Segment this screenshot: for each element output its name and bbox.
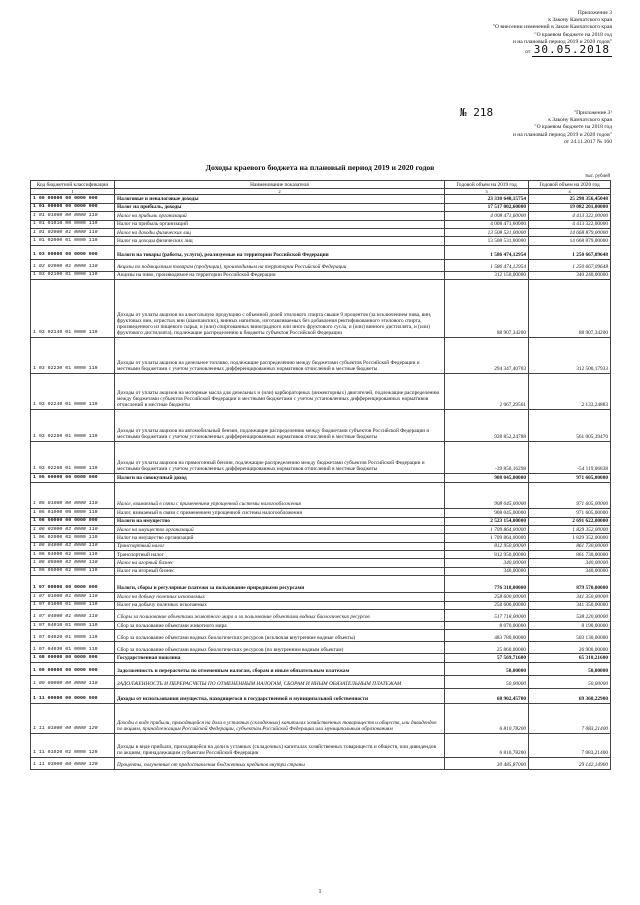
row-code: 1 07 00000 00 0000 000 — [31, 576, 115, 593]
row-code: 1 07 04020 01 0000 110 — [31, 630, 115, 642]
table-row — [31, 517, 611, 525]
table-header-row — [31, 181, 611, 189]
row-value-2020: 26 900,00000 — [529, 642, 611, 654]
row-name: Налог на добычу полезных ископаемых — [115, 593, 445, 601]
table-row — [31, 212, 611, 220]
row-value-2019: 2 067,29561 — [445, 374, 529, 410]
row-name: Сбор за пользование объектами водных биологических ресурсов (по внутренним водным объектам) — [115, 642, 445, 654]
table-row — [31, 474, 611, 482]
row-value-2020: 971 605,00000 — [529, 482, 611, 508]
row-value-2020: 14 668 879,00000 — [529, 237, 611, 245]
table-row — [31, 576, 611, 593]
row-value-2020: 14 668 879,00000 — [529, 228, 611, 236]
row-value-2019: 258 600,00000 — [445, 593, 529, 601]
row-value-2019: 8 070,00000 — [445, 622, 529, 630]
row-value-2020: 879 570,00000 — [529, 576, 611, 593]
row-value-2020: 50,00000 — [529, 662, 611, 675]
revenue-table — [30, 180, 611, 770]
row-value-2019: 88 907,34200 — [445, 280, 529, 338]
row-value-2019: 340,00000 — [445, 559, 529, 567]
table-row — [31, 688, 611, 703]
row-name: Налог на игорный бизнес — [115, 559, 445, 567]
row-value-2020: 340 240,00000 — [529, 271, 611, 279]
row-name: Задолженность и перерасчеты по отмененным налогам, сборам и иным обязательным платежам — [115, 662, 445, 675]
table-row — [31, 601, 611, 609]
row-code: 1 01 01010 00 0000 110 — [31, 220, 115, 228]
appendix-3-header — [312, 10, 612, 56]
row-value-2019: 1 709 864,00000 — [445, 534, 529, 542]
row-value-2020: 341 350,00000 — [529, 601, 611, 609]
row-code: 1 11 01000 00 0000 120 — [31, 703, 115, 733]
row-name: Налоги, сборы и регулярные платежи за пользование природными ресурсами — [115, 576, 445, 593]
row-code: 1 03 02000 01 0000 110 — [31, 259, 115, 271]
table-row — [31, 228, 611, 236]
table-row — [31, 622, 611, 630]
table-row — [31, 508, 611, 517]
row-value-2020: 341 350,00000 — [529, 593, 611, 601]
header-2019: Годовой объем на 2019 год — [445, 181, 529, 189]
appendix-line: к Закону Камчатского края — [548, 17, 612, 24]
row-code: 1 05 01000 00 0000 110 — [31, 482, 115, 508]
row-value-2020: -54 119,06838 — [529, 442, 611, 474]
row-code: 1 03 02100 01 0000 110 — [31, 271, 115, 279]
row-value-2019: 68 902,45700 — [445, 688, 529, 703]
table-row — [31, 374, 611, 410]
row-value-2020: 69 360,22900 — [529, 688, 611, 703]
row-name: Налог, взимаемый в связи с применением упрощенной системы налогообложения — [115, 508, 445, 517]
row-value-2019: 340,00000 — [445, 567, 529, 575]
table-row — [31, 245, 611, 259]
row-code: 1 11 03000 00 0000 120 — [31, 757, 115, 769]
row-code: 1 01 00000 00 0000 000 — [31, 203, 115, 211]
row-value-2019: 13 508 531,00000 — [445, 228, 529, 236]
row-value-2019: 17 517 002,60000 — [445, 203, 529, 211]
row-name: Государственная пошлина — [115, 654, 445, 662]
row-code: 1 05 00000 00 0000 000 — [31, 474, 115, 482]
row-code: 1 03 00000 00 0000 000 — [31, 245, 115, 259]
row-name: Налог на добычу полезных ископаемых — [115, 601, 445, 609]
row-name: Налог на прибыль организаций — [115, 220, 445, 228]
table-row — [31, 338, 611, 374]
row-value-2020: 340,00000 — [529, 559, 611, 567]
handwritten-date: 30.05.2018 — [533, 43, 610, 57]
appendix-line: "О краевом бюджете на 2018 год — [534, 124, 612, 131]
table-row — [31, 593, 611, 601]
row-value-2019: 258 600,00000 — [445, 601, 529, 609]
table-row — [31, 534, 611, 542]
table-row — [31, 237, 611, 245]
table-row — [31, 280, 611, 338]
row-name: Налоги на имущество — [115, 517, 445, 525]
row-code: 1 11 00000 00 0000 000 — [31, 688, 115, 703]
row-value-2020: 1 829 352,00000 — [529, 525, 611, 533]
row-name: Доходы от использования имущества, находящегося в государственной и муниципальной собственности — [115, 688, 445, 703]
appendix-3-1-header — [352, 110, 612, 146]
row-name: Проценты, полученные от предоставления бюджетных кредитов внутри страны — [115, 757, 445, 769]
table-row — [31, 559, 611, 567]
row-value-2020: 561 005,39470 — [529, 410, 611, 442]
row-value-2019: 2 523 154,00000 — [445, 517, 529, 525]
table-row — [31, 259, 611, 271]
row-value-2019: 812 950,00000 — [445, 542, 529, 550]
row-name: Налог на имущество организаций — [115, 525, 445, 533]
row-value-2019: 6 810,78200 — [445, 733, 529, 757]
row-code: 1 00 00000 00 0000 000 — [31, 195, 115, 203]
row-value-2020: 861 730,00000 — [529, 551, 611, 559]
table-row — [31, 482, 611, 508]
page-number: 1 — [318, 889, 322, 895]
table-row — [31, 567, 611, 575]
row-code: 1 01 02000 01 0000 110 — [31, 237, 115, 245]
appendix-line: и на плановый период 2019 и 2020 годов" — [512, 38, 612, 45]
row-name: Налоговые и неналоговые доходы — [115, 195, 445, 203]
row-value-2020: 88 907,34200 — [529, 280, 611, 338]
row-code: 1 07 04010 01 0000 110 — [31, 622, 115, 630]
row-value-2020: 4 413 322,00000 — [529, 220, 611, 228]
row-name: Налоги на совокупный доход — [115, 474, 445, 482]
appendix-line: "О внесении изменений в Закон Камчатского края — [492, 24, 612, 31]
row-name: Налоги на товары (работы, услуги), реализуемые на территории Российской Федерации — [115, 245, 445, 259]
row-code: 1 01 01000 00 0000 110 — [31, 212, 115, 220]
row-code: 1 09 00000 00 0000 110 — [31, 675, 115, 688]
table-row — [31, 703, 611, 733]
index-cell: 3 — [445, 189, 529, 195]
row-value-2019: 294 347,40703 — [445, 338, 529, 374]
row-code: 1 06 05000 02 0000 110 — [31, 559, 115, 567]
row-code: 1 07 01000 01 0000 110 — [31, 593, 115, 601]
table-row — [31, 271, 611, 279]
row-value-2020: 7 083,21400 — [529, 703, 611, 733]
row-name: Акцизы по подакцизным товарам (продукции), производимым на территории Российской Федерации — [115, 259, 445, 271]
table-row — [31, 757, 611, 769]
row-name: Налог на доходы физических лиц — [115, 237, 445, 245]
row-value-2019: 4 008 471,60000 — [445, 220, 529, 228]
table-row — [31, 675, 611, 688]
row-code: 1 03 02230 01 0000 110 — [31, 338, 115, 374]
row-value-2019: 1 586 474,12954 — [445, 259, 529, 271]
row-name: Налог на прибыль, доходы — [115, 203, 445, 211]
table-row — [31, 410, 611, 442]
row-name: Налог на прибыль организаций — [115, 212, 445, 220]
row-value-2019: 908 045,00000 — [445, 474, 529, 482]
index-cell: 4 — [529, 189, 611, 195]
row-code: 1 03 02240 01 0000 110 — [31, 374, 115, 410]
date-prefix: от — [525, 49, 531, 56]
row-value-2020: 4 413 322,00000 — [529, 212, 611, 220]
row-value-2020: 538 220,00000 — [529, 610, 611, 622]
row-name: Транспортный налог — [115, 551, 445, 559]
row-name: Доходы от уплаты акцизов на моторные масла для дизельных и (или) карбюраторных (инжекторных) двигателей, подлежащие распределению между бюджетами субъектов Российской Федерации и местными бюджетами с учетом установленных дифференцированных нормативов отчислений в местные бюджеты — [115, 374, 445, 410]
table-row — [31, 203, 611, 211]
row-value-2020: 971 605,00000 — [529, 474, 611, 482]
row-value-2019: 13 508 531,00000 — [445, 237, 529, 245]
row-code: 1 06 02000 02 0000 110 — [31, 534, 115, 542]
row-value-2019: 30 485,87000 — [445, 757, 529, 769]
row-value-2019: 483 780,00000 — [445, 630, 529, 642]
index-cell: 2 — [115, 189, 445, 195]
row-value-2019: 1 586 474,12954 — [445, 245, 529, 259]
row-code: 1 11 01020 02 0000 120 — [31, 733, 115, 757]
document-title: Доходы краевого бюджета на плановый период 2019 и 2020 годов — [205, 163, 435, 172]
appendix-date-line — [312, 43, 612, 57]
row-code: 1 03 02250 01 0000 110 — [31, 410, 115, 442]
table-row — [31, 525, 611, 533]
row-value-2019: 50,00000 — [445, 675, 529, 688]
row-value-2020: 503 130,00000 — [529, 630, 611, 642]
appendix-line: к Закону Камчатского края — [548, 117, 612, 124]
row-value-2019: 908 045,00000 — [445, 508, 529, 517]
row-value-2020: 2 691 622,00000 — [529, 517, 611, 525]
index-cell: 1 — [31, 189, 115, 195]
row-value-2019: 908 045,00000 — [445, 482, 529, 508]
row-name: Налог на игорный бизнес — [115, 567, 445, 575]
row-name: ЗАДОЛЖЕННОСТЬ И ПЕРЕРАСЧЕТЫ ПО ОТМЕНЕННЫМ НАЛОГАМ, СБОРАМ И ИНЫМ ОБЯЗАТЕЛЬНЫМ ПЛАТЕЖАМ — [115, 675, 445, 688]
row-code: 1 08 00000 00 0000 000 — [31, 654, 115, 662]
row-code: 1 06 02000 02 0000 110 — [31, 525, 115, 533]
row-code: 1 07 04030 01 0000 110 — [31, 642, 115, 654]
row-value-2019: -39 850,16298 — [445, 442, 529, 474]
table-row — [31, 220, 611, 228]
row-code: 1 06 04000 02 0000 110 — [31, 542, 115, 550]
row-name: Доходы в виде прибыли, приходящейся на доли в уставных (складочных) капиталах хозяйственных товариществ и обществ, или дивидендов по акциям, принадлежащим Российской Федерации, субъектам Российской Федерации или муниципальным образованиям — [115, 703, 445, 733]
table-row — [31, 654, 611, 662]
row-value-2019: 25 860,00000 — [445, 642, 529, 654]
row-name: Транспортный налог — [115, 542, 445, 550]
row-value-2019: 312 150,00000 — [445, 271, 529, 279]
handwritten-number: 218 — [473, 106, 494, 119]
row-value-2020: 1 250 667,09648 — [529, 245, 611, 259]
row-code: 1 07 01000 01 0000 110 — [31, 601, 115, 609]
row-value-2019: 4 008 471,60000 — [445, 212, 529, 220]
row-code: 1 03 02260 01 0000 110 — [31, 442, 115, 474]
row-value-2020: 29 142,14900 — [529, 757, 611, 769]
row-name: Доходы от уплаты акцизов на прямогонный бензин, подлежащие распределению между бюджетами субъектов Российской Федерации и местными бюджетами с учетом установленных дифференцированных нормативов отчислений в местные бюджеты — [115, 442, 445, 474]
header-code: Код бюджетной классификации — [31, 181, 115, 189]
header-2020: Годовой объем на 2020 год — [529, 181, 611, 189]
row-code: 1 05 01000 00 0000 110 — [31, 508, 115, 517]
row-name: Акцизы на пиво, производимое на территории Российской Федерации — [115, 271, 445, 279]
row-code: 1 01 02000 01 0000 110 — [31, 228, 115, 236]
unit-label: тыс. рублей — [585, 174, 610, 179]
row-code: 1 06 00000 00 0000 000 — [31, 517, 115, 525]
row-name: Налог на имущество организаций — [115, 534, 445, 542]
row-value-2020: 2 133,24883 — [529, 374, 611, 410]
row-value-2019: 50,00000 — [445, 662, 529, 675]
row-value-2019: 517 718,00000 — [445, 610, 529, 622]
row-name: Сбор за пользование объектами водных биологических ресурсов (исключая внутренние водные объекты) — [115, 630, 445, 642]
appendix-line: от 24.11.2017 № 160 — [563, 138, 612, 145]
row-name: Доходы от уплаты акцизов на автомобильный бензин, подлежащие распределению между бюджетами субъектов Российской Федерации и местными бюджетами с учетом установленных дифференцированных нормативов отчислений в местные бюджеты — [115, 410, 445, 442]
row-value-2020: 1 829 352,00000 — [529, 534, 611, 542]
row-value-2020: 1 250 667,09648 — [529, 259, 611, 271]
table-row — [31, 642, 611, 654]
table-row — [31, 442, 611, 474]
row-code: 1 07 04000 01 0000 110 — [31, 610, 115, 622]
appendix-line: "О краевом бюджете на 2018 год — [534, 31, 612, 38]
row-code: 1 06 05000 02 0000 110 — [31, 567, 115, 575]
row-code: 1 06 04000 02 0000 110 — [31, 551, 115, 559]
row-value-2019: 776 318,00000 — [445, 576, 529, 593]
row-name: Доходы от уплаты акцизов на алкогольную продукцию с объемной долей этилового спирта свыше 9 процентов (за исключением пива, вин, фруктовых вин, игристых вин (шампанских), винных напитков, изготавливаемых без добавления ректификованного этилового спирта, произведенного из пищевого сырья, и (или) спиртованных виноградного или иного фруктового сусла, и (или) винного дистиллята, и (или) фруктового дистиллята), подлежащие распределению в бюджеты субъектов Российской Федерации — [115, 280, 445, 338]
row-value-2019: 6 810,78200 — [445, 703, 529, 733]
row-value-2020: 971 605,00000 — [529, 508, 611, 517]
row-name: Доходы от уплаты акцизов на дизельное топливо, подлежащие распределению между бюджетами субъектов Российской Федерации и местными бюджетами с учетом установленных дифференцированных нормативов отчислений в местные бюджеты — [115, 338, 445, 374]
row-name: Налог, взимаемый в связи с применением упрощенной системы налогообложения — [115, 482, 445, 508]
table-row — [31, 662, 611, 675]
table-row — [31, 733, 611, 757]
row-value-2019: 928 852,24788 — [445, 410, 529, 442]
row-value-2020: 25 298 356,45048 — [529, 195, 611, 203]
appendix-line: Приложение 3 — [577, 10, 612, 16]
row-value-2019: 23 330 640,15754 — [445, 195, 529, 203]
row-value-2020: 861 730,00000 — [529, 542, 611, 550]
row-value-2019: 812 950,00000 — [445, 551, 529, 559]
row-value-2020: 19 082 201,00000 — [529, 203, 611, 211]
row-name: Доходы в виде прибыли, приходящейся на доли в уставных (складочных) капиталах хозяйственных товариществ и обществ, или дивидендов по акциям, принадлежащим субъектам Российской Федерации — [115, 733, 445, 757]
appendix-line: "Приложение 3¹ — [573, 110, 612, 116]
row-name: Налог на доходы физических лиц — [115, 228, 445, 236]
row-code: 1 03 02140 01 0000 110 — [31, 280, 115, 338]
header-name: Наименование показателя — [115, 181, 445, 189]
row-value-2020: 8 190,00000 — [529, 622, 611, 630]
appendix-line: и на плановый период 2019 и 2020 годов" — [512, 131, 612, 138]
row-value-2020: 65 310,21600 — [529, 654, 611, 662]
row-value-2019: 1 709 864,00000 — [445, 525, 529, 533]
row-value-2019: 57 569,71600 — [445, 654, 529, 662]
table-row — [31, 610, 611, 622]
row-name: Сборы за пользование объектами животного мира и за пользование объектами водных биологических ресурсов — [115, 610, 445, 622]
row-value-2020: 312 500,17933 — [529, 338, 611, 374]
table-row — [31, 195, 611, 203]
row-name: Сбор за пользование объектами животного мира — [115, 622, 445, 630]
table-row — [31, 551, 611, 559]
row-value-2020: 7 083,21400 — [529, 733, 611, 757]
row-value-2020: 50,00000 — [529, 675, 611, 688]
table-row — [31, 630, 611, 642]
table-body — [31, 195, 611, 769]
table-row — [31, 542, 611, 550]
row-value-2020: 340,00000 — [529, 567, 611, 575]
row-code: 1 09 00000 00 0000 000 — [31, 662, 115, 675]
number-sign: № — [460, 106, 467, 119]
